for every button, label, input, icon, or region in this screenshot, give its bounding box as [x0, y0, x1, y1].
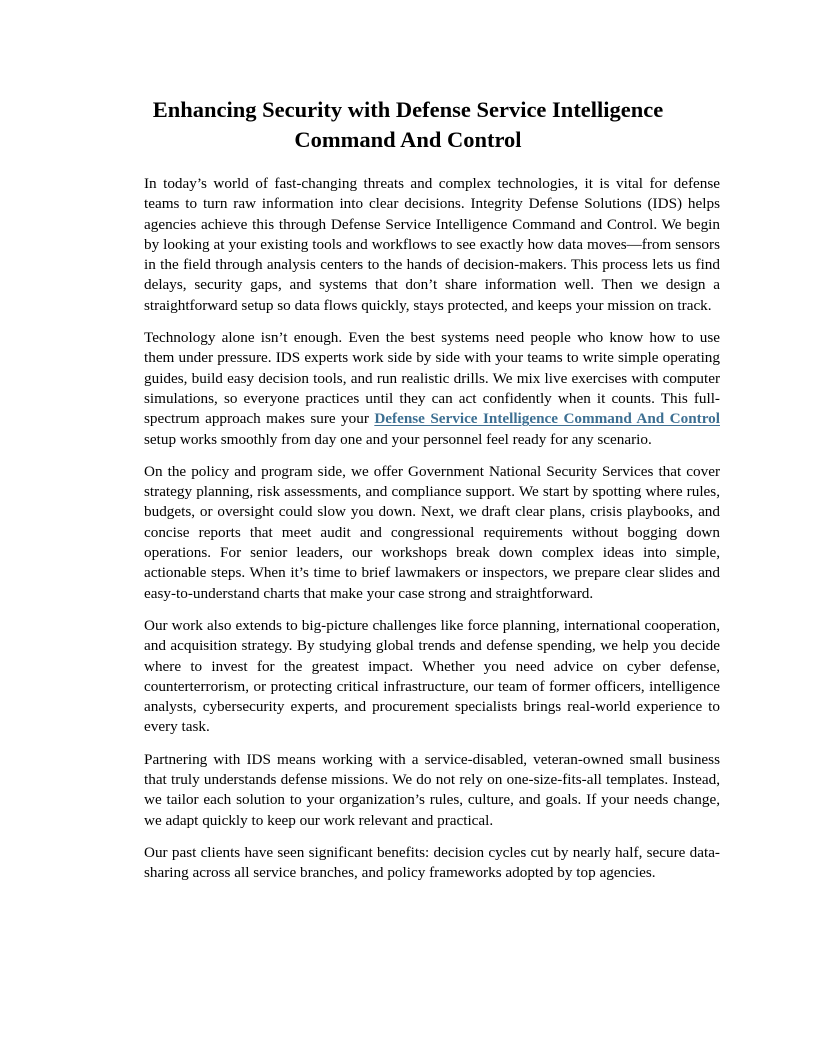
defense-service-intelligence-link[interactable]: Defense Service Intelligence Command And Control: [374, 410, 720, 428]
paragraph-technology-text: Technology alone isn’t enough. Even the best systems need people who know how to use them under pressure. IDS experts work side by side with your teams to write simple operating guides, build easy decision tools, and run realistic drills. We mix live exercises with computer simulations, so everyone practices until they can act confidently when it counts. This full-spectrum approach makes sure your: [144, 329, 720, 428]
paragraph-strategy: Our work also extends to big-picture challenges like force planning, international cooperation, and acquisition strategy. By studying global trends and defense spending, we help you decide where to invest for the greatest impact. Whether you need advice on cyber defense, counterterrorism, or protecting critical infrastructure, our team of former officers, intelligence analysts, cybersecurity experts, and procurement specialists brings real-world experience to every task.: [144, 616, 720, 736]
paragraph-results: Our past clients have seen significant benefits: decision cycles cut by nearly half, secure data-sharing across all service branches, and policy frameworks adopted by top agencies.: [144, 843, 720, 882]
paragraph-technology: [144, 328, 720, 450]
title-line-2: Command And Control: [294, 127, 522, 152]
document-body: [144, 174, 720, 896]
paragraph-intro: In today’s world of fast-changing threats and complex technologies, it is vital for defense teams to turn raw information into clear decisions. Integrity Defense Solutions (IDS) helps agencies achieve this through Defense Service Intelligence Command and Control. We begin by looking at your existing tools and workflows to see exactly how data moves—from sensors in the field through analysis centers to the hands of decision-makers. This process lets us find delays, security gaps, and systems that don’t share information well. Then we design a straightforward setup so data flows quickly, stays protected, and keeps your mission on track.: [144, 175, 720, 314]
paragraph-technology-text-end: setup works smoothly from day one and your personnel feel ready for any scenario.: [144, 430, 652, 448]
paragraph-policy: On the policy and program side, we offer Government National Security Services that cover strategy planning, risk assessments, and compliance support. We start by spotting where rules, budgets, or oversight could slow you down. Next, we draft clear plans, crisis playbooks, and concise reports that meet audit and congressional requirements without bogging down operations. For senior leaders, our workshops break down complex ideas into simple, actionable steps. When it’s time to brief lawmakers or inspectors, we prepare clear slides and easy-to-understand charts that make your case strong and straightforward.: [144, 462, 720, 602]
page-title: [100, 95, 716, 155]
paragraph-partnering: Partnering with IDS means working with a service-disabled, veteran-owned small business that truly understands defense missions. We do not rely on one-size-fits-all templates. Instead, we tailor each solution to your organization’s rules, culture, and goals. If your needs change, we adapt quickly to keep our work relevant and practical.: [144, 750, 720, 829]
title-line-1: Enhancing Security with Defense Service Intelligence: [152, 97, 664, 122]
